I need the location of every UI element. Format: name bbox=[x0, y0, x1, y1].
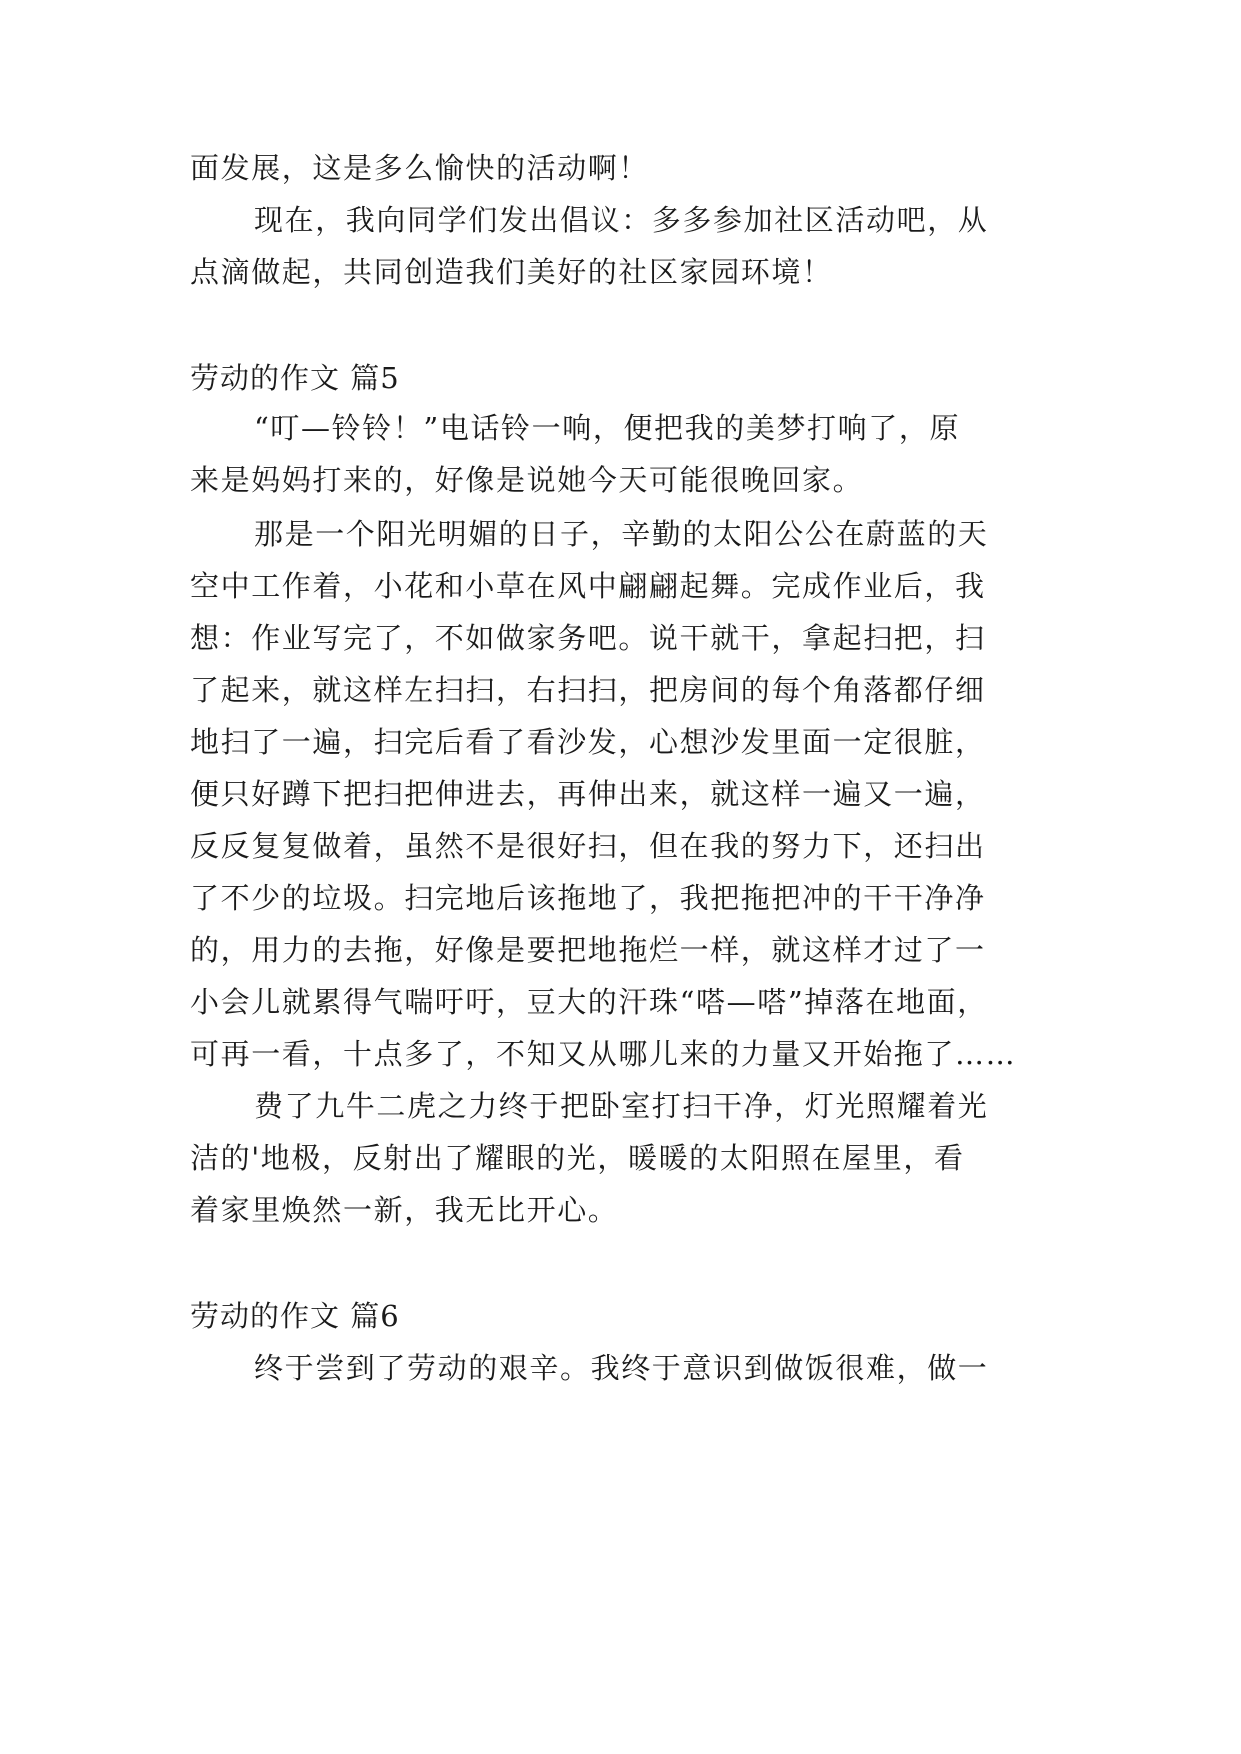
paragraph-line: 点滴做起，共同创造我们美好的社区家园环境！ bbox=[190, 255, 833, 289]
paragraph-line: 现在，我向同学们发出倡议：多多参加社区活动吧，从 bbox=[254, 203, 989, 237]
paragraph-line: 了不少的垃圾。扫完地后该拖地了，我把拖把冲的干干净净 bbox=[190, 881, 986, 915]
paragraph-line: 了起来，就这样左扫扫，右扫扫，把房间的每个角落都仔细 bbox=[190, 673, 986, 707]
paragraph-line: 费了九牛二虎之力终于把卧室打扫干净，灯光照耀着光 bbox=[254, 1089, 989, 1123]
paragraph-line: 想：作业写完了，不如做家务吧。说干就干，拿起扫把，扫 bbox=[190, 621, 986, 655]
section-heading: 劳动的作文 篇5 bbox=[190, 361, 400, 395]
paragraph-line: 地扫了一遍，扫完后看了看沙发，心想沙发里面一定很脏， bbox=[190, 725, 986, 759]
paragraph-line: 洁的'地极，反射出了耀眼的光，暖暖的太阳照在屋里，看 bbox=[190, 1141, 965, 1175]
paragraph-line: “叮—铃铃！”电话铃一响，便把我的美梦打响了，原 bbox=[254, 411, 961, 445]
paragraph-line: 空中工作着，小花和小草在风中翩翩起舞。完成作业后，我 bbox=[190, 569, 986, 603]
paragraph-line: 面发展，这是多么愉快的活动啊！ bbox=[190, 151, 650, 185]
paragraph-line: 小会儿就累得气喘吁吁，豆大的汗珠“嗒—嗒”掉落在地面， bbox=[190, 985, 988, 1019]
paragraph-line: 的，用力的去拖，好像是要把地拖烂一样，就这样才过了一 bbox=[190, 933, 986, 967]
paragraph-line: 来是妈妈打来的，好像是说她今天可能很晚回家。 bbox=[190, 463, 864, 497]
paragraph-line: 便只好蹲下把扫把伸进去，再伸出来，就这样一遍又一遍， bbox=[190, 777, 986, 811]
paragraph-line: 着家里焕然一新，我无比开心。 bbox=[190, 1193, 619, 1227]
paragraph-line: 那是一个阳光明媚的日子，辛勤的太阳公公在蔚蓝的天 bbox=[254, 517, 989, 551]
paragraph-line: 可再一看，十点多了，不知又从哪儿来的力量又开始拖了…… bbox=[190, 1037, 1017, 1071]
paragraph-line: 终于尝到了劳动的艰辛。我终于意识到做饭很难，做一 bbox=[254, 1351, 989, 1385]
paragraph-line: 反反复复做着，虽然不是很好扫，但在我的努力下，还扫出 bbox=[190, 829, 986, 863]
section-heading: 劳动的作文 篇6 bbox=[190, 1299, 400, 1333]
